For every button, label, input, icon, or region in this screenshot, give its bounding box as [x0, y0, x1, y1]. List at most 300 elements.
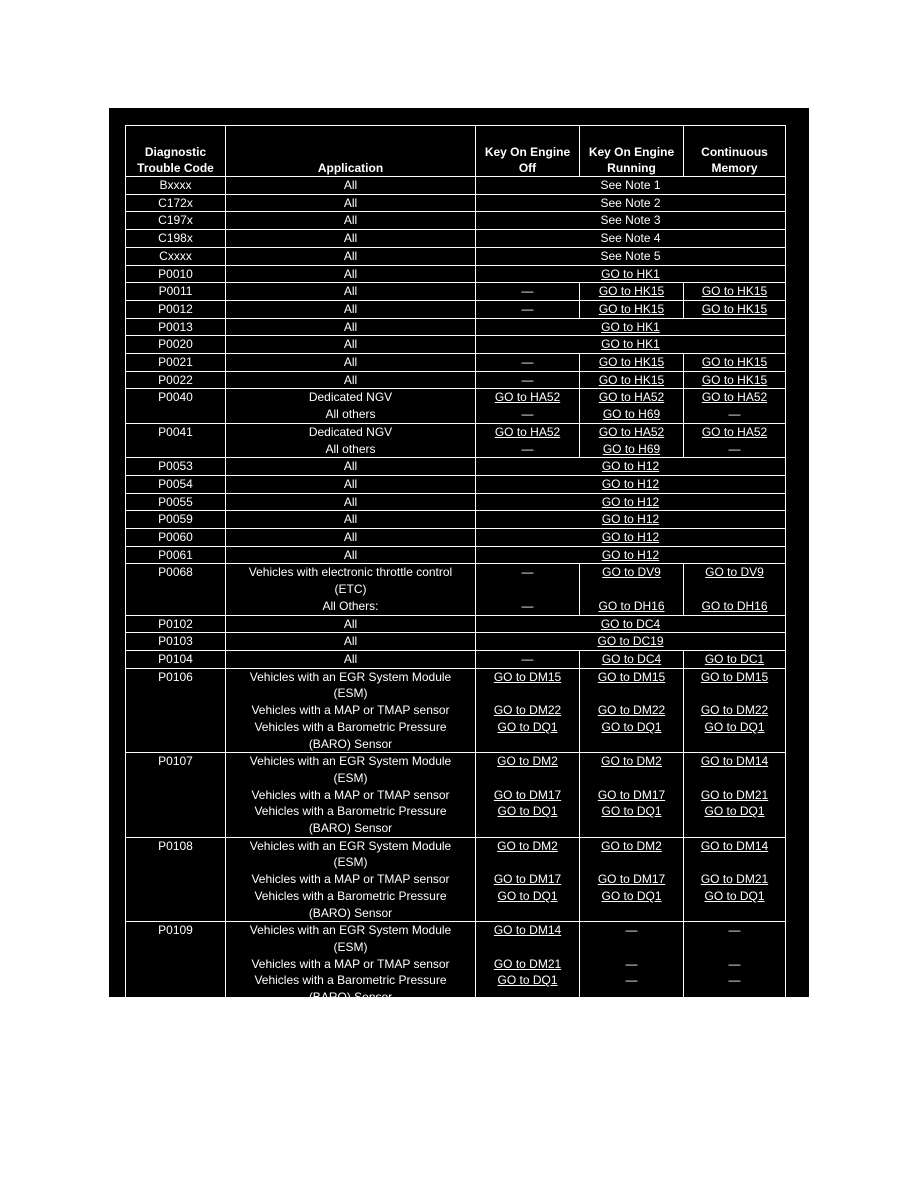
koeo-value [478, 736, 577, 753]
application-value: All [343, 284, 358, 299]
koeo-cell [476, 283, 580, 301]
koeo-link[interactable]: GO to DQ1 [497, 719, 558, 734]
cm-link[interactable]: GO to DQ1 [704, 719, 765, 734]
table-row [126, 318, 786, 336]
koer-cell [580, 650, 684, 668]
application-cell [226, 511, 476, 529]
cm-link[interactable]: GO to HA52 [701, 424, 768, 439]
koer-cell [580, 300, 684, 318]
dtc-code-cell: P0103 [126, 633, 226, 651]
dtc-code-cell: C197x [126, 212, 226, 230]
header-application: Application [226, 126, 476, 177]
merged-result-cell [476, 493, 786, 511]
koer-value [582, 685, 681, 702]
goto-link[interactable]: GO to H12 [601, 494, 660, 509]
merged-result-cell [476, 529, 786, 547]
application-cell [226, 371, 476, 389]
application-value: All [343, 231, 358, 246]
koer-value: — [625, 923, 638, 938]
application-value: Vehicles with a MAP or TMAP sensor [251, 956, 450, 971]
header-koeo: Key On Engine Off [476, 126, 580, 177]
dtc-code-cell: P0108 [126, 837, 226, 922]
dtc-code-cell: P0055 [126, 493, 226, 511]
dtc-code-cell: P0107 [126, 753, 226, 838]
dtc-code-cell: Bxxxx [126, 177, 226, 195]
application-cell [226, 389, 476, 423]
merged-result-cell [476, 194, 786, 212]
koeo-link[interactable]: GO to HA52 [494, 390, 561, 405]
table-row [126, 922, 786, 1007]
continuous-memory-cell [684, 423, 786, 457]
koer-link[interactable]: GO to HA52 [598, 390, 665, 405]
koer-cell [580, 371, 684, 389]
cm-value [686, 736, 783, 753]
merged-result-cell [476, 511, 786, 529]
cm-link[interactable]: GO to HA52 [701, 390, 768, 405]
koeo-value: — [521, 441, 534, 456]
koer-link[interactable]: GO to DM15 [597, 669, 666, 684]
dtc-code-cell: P0010 [126, 265, 226, 283]
koer-value [582, 770, 681, 787]
koeo-cell [476, 354, 580, 372]
application-value: Vehicles with an EGR System Module [249, 838, 452, 853]
table-row [126, 336, 786, 354]
merged-result-cell [476, 247, 786, 265]
table-row [126, 458, 786, 476]
cm-value [686, 820, 783, 837]
koer-cell [580, 283, 684, 301]
application-cell [226, 546, 476, 564]
dtc-code-cell: P0022 [126, 371, 226, 389]
application-value: All [343, 494, 358, 509]
table-row [126, 668, 786, 753]
note-reference: See Note 3 [600, 213, 661, 228]
koer-link[interactable]: GO to DM22 [597, 703, 666, 718]
application-value: All [343, 178, 358, 192]
continuous-memory-cell [684, 650, 786, 668]
application-cell [226, 336, 476, 354]
goto-link[interactable]: GO to H12 [601, 476, 660, 491]
dtc-code-cell: P0020 [126, 336, 226, 354]
application-value: All [343, 266, 358, 281]
application-cell [226, 529, 476, 547]
application-value: Dedicated NGV [308, 390, 393, 405]
dtc-code-cell: P0053 [126, 458, 226, 476]
koeo-value: — [521, 407, 534, 422]
note-reference: See Note 2 [600, 195, 661, 210]
koeo-value: — [521, 565, 534, 580]
merged-result-cell [476, 633, 786, 651]
application-cell [226, 475, 476, 493]
table-row [126, 837, 786, 922]
koer-link[interactable]: GO to DM2 [601, 838, 662, 853]
cm-link[interactable]: GO to DM21 [700, 787, 769, 802]
table-row [126, 265, 786, 283]
merged-result-cell [476, 230, 786, 248]
table-row [126, 230, 786, 248]
application-value: Vehicles with an EGR System Module [249, 923, 452, 938]
dtc-code-cell: P0068 [126, 564, 226, 615]
cm-link[interactable]: GO to DM22 [700, 703, 769, 718]
table-row [126, 371, 786, 389]
application-value: All Others: [322, 598, 379, 613]
application-cell [226, 230, 476, 248]
application-value: Vehicles with a MAP or TMAP sensor [251, 703, 450, 718]
continuous-memory-cell [684, 922, 786, 1007]
application-cell [226, 458, 476, 476]
koeo-value [478, 905, 577, 922]
table-row [126, 389, 786, 423]
table-row [126, 511, 786, 529]
koeo-value [478, 581, 577, 598]
header-dtc: Diagnostic Trouble Code [126, 126, 226, 177]
dtc-code-cell: P0061 [126, 546, 226, 564]
koer-link[interactable]: GO to HA52 [598, 424, 665, 439]
koer-link[interactable]: GO to H69 [602, 441, 661, 456]
koeo-link[interactable]: GO to DM17 [493, 872, 562, 887]
cm-value: — [728, 441, 741, 456]
cm-value [686, 905, 783, 922]
koer-value [582, 854, 681, 871]
koer-link[interactable]: GO to DM17 [597, 787, 666, 802]
koeo-link[interactable]: GO to DM2 [497, 754, 558, 769]
goto-link[interactable]: GO to H12 [601, 530, 660, 545]
koer-cell [580, 668, 684, 753]
merged-result-cell [476, 212, 786, 230]
koer-cell [580, 354, 684, 372]
dtc-code-cell: P0104 [126, 650, 226, 668]
application-value: All [343, 195, 358, 210]
koeo-link[interactable]: GO to DQ1 [497, 973, 558, 988]
application-cell [226, 247, 476, 265]
cm-link[interactable]: GO to HK15 [701, 301, 768, 316]
application-value: All [343, 355, 358, 370]
application-value: (BARO) Sensor [308, 736, 393, 751]
application-cell [226, 300, 476, 318]
merged-result-cell [476, 336, 786, 354]
cm-link[interactable]: GO to HK15 [701, 355, 768, 370]
table-row [126, 615, 786, 633]
cm-value [686, 581, 783, 598]
cm-link[interactable]: GO to DV9 [705, 565, 764, 580]
application-cell [226, 615, 476, 633]
cm-link[interactable]: GO to DM14 [700, 838, 769, 853]
koeo-value: — [521, 284, 534, 299]
merged-result-cell [476, 177, 786, 195]
application-value: Vehicles with an EGR System Module [249, 669, 452, 684]
application-cell [226, 194, 476, 212]
koer-cell [580, 753, 684, 838]
koer-cell [580, 922, 684, 1007]
application-cell [226, 493, 476, 511]
application-value: Vehicles with a MAP or TMAP sensor [251, 872, 450, 887]
application-value: (ETC) [334, 582, 367, 597]
merged-result-cell [476, 458, 786, 476]
koeo-link[interactable]: GO to DM21 [493, 956, 562, 971]
table-body [126, 177, 786, 1007]
dtc-code-cell: P0102 [126, 615, 226, 633]
application-cell [226, 177, 476, 195]
dtc-code-cell: P0012 [126, 300, 226, 318]
table-row [126, 300, 786, 318]
merged-result-cell [476, 615, 786, 633]
merged-result-cell [476, 318, 786, 336]
koer-link[interactable]: GO to DQ1 [601, 888, 662, 903]
koeo-cell [476, 389, 580, 423]
koeo-cell [476, 423, 580, 457]
application-value: (ESM) [333, 939, 368, 954]
koeo-cell [476, 650, 580, 668]
koeo-link[interactable]: GO to DM15 [493, 669, 562, 684]
cm-value: — [728, 973, 741, 988]
koer-link[interactable]: GO to DM17 [597, 872, 666, 887]
application-value: Vehicles with a Barometric Pressure [254, 804, 447, 819]
koer-value [582, 581, 681, 598]
application-cell [226, 212, 476, 230]
koer-cell [580, 564, 684, 615]
cm-value [686, 989, 783, 1006]
koeo-cell [476, 371, 580, 389]
dtc-code-cell: P0060 [126, 529, 226, 547]
table-row [126, 247, 786, 265]
header-continuous-memory: Continuous Memory [684, 126, 786, 177]
application-cell [226, 318, 476, 336]
koer-value: — [625, 973, 638, 988]
koer-link[interactable]: GO to HK15 [598, 372, 665, 387]
cm-link[interactable]: GO to DH16 [701, 598, 768, 613]
note-reference: See Note 1 [600, 178, 661, 192]
application-value: Vehicles with electronic throttle control [248, 565, 453, 580]
dtc-code-cell: P0106 [126, 668, 226, 753]
application-value: (BARO) Sensor [308, 905, 393, 920]
dtc-code-cell: P0011 [126, 283, 226, 301]
application-cell [226, 753, 476, 838]
application-value: (ESM) [333, 855, 368, 870]
cm-link[interactable]: GO to HK15 [701, 284, 768, 299]
note-reference: See Note 5 [600, 248, 661, 263]
table-row [126, 177, 786, 195]
application-cell [226, 265, 476, 283]
dtc-code-cell: P0059 [126, 511, 226, 529]
dtc-code-cell: P0040 [126, 389, 226, 423]
goto-link[interactable]: GO to H12 [601, 512, 660, 527]
application-value: (ESM) [333, 770, 368, 785]
dtc-code-cell: P0013 [126, 318, 226, 336]
table-row [126, 753, 786, 838]
application-cell [226, 564, 476, 615]
cm-value [686, 770, 783, 787]
dtc-code-cell: P0054 [126, 475, 226, 493]
koeo-cell [476, 837, 580, 922]
application-value: All [343, 547, 358, 562]
koer-link[interactable]: GO to HK15 [598, 301, 665, 316]
application-value: Dedicated NGV [308, 424, 393, 439]
application-value: Vehicles with a Barometric Pressure [254, 973, 447, 988]
cm-value: — [728, 407, 741, 422]
koer-link[interactable]: GO to DM2 [601, 754, 662, 769]
koeo-value: — [521, 651, 534, 666]
goto-link[interactable]: GO to DC19 [597, 634, 664, 649]
application-value: (ESM) [333, 686, 368, 701]
goto-link[interactable]: GO to HK1 [601, 337, 660, 352]
application-value: All [343, 634, 358, 649]
koer-value: — [625, 956, 638, 971]
koer-link[interactable]: GO to HK15 [598, 355, 665, 370]
koer-value [582, 905, 681, 922]
application-value: Vehicles with a Barometric Pressure [254, 719, 447, 734]
application-cell [226, 837, 476, 922]
cm-value: — [728, 923, 741, 938]
application-value: All [343, 337, 358, 352]
application-cell [226, 633, 476, 651]
table-row [126, 650, 786, 668]
koer-value [582, 736, 681, 753]
koeo-link[interactable]: GO to DM17 [493, 787, 562, 802]
table-header [126, 126, 786, 177]
dtc-code-cell: C198x [126, 230, 226, 248]
application-value: All [343, 213, 358, 228]
koer-value [582, 989, 681, 1006]
cm-link[interactable]: GO to DQ1 [704, 804, 765, 819]
continuous-memory-cell [684, 300, 786, 318]
application-value: All [343, 530, 358, 545]
koeo-cell [476, 753, 580, 838]
application-value: All [343, 616, 358, 631]
application-value: Vehicles with a MAP or TMAP sensor [251, 787, 450, 802]
koeo-value: — [521, 598, 534, 613]
application-cell [226, 423, 476, 457]
koeo-cell [476, 564, 580, 615]
koeo-value: — [521, 372, 534, 387]
goto-link[interactable]: GO to DC4 [600, 616, 661, 631]
application-value: All [343, 372, 358, 387]
table-row [126, 423, 786, 457]
continuous-memory-cell [684, 564, 786, 615]
koer-link[interactable]: GO to DQ1 [601, 804, 662, 819]
dtc-code-cell: P0021 [126, 354, 226, 372]
application-value: All [343, 476, 358, 491]
koer-value [582, 939, 681, 956]
application-cell [226, 922, 476, 1007]
table-row [126, 475, 786, 493]
koer-link[interactable]: GO to H69 [602, 407, 661, 422]
cm-link[interactable]: GO to DQ1 [704, 888, 765, 903]
dtc-table [125, 125, 786, 1007]
koeo-cell [476, 668, 580, 753]
continuous-memory-cell [684, 389, 786, 423]
koeo-value [478, 770, 577, 787]
koeo-link[interactable]: GO to DM14 [493, 923, 562, 938]
koeo-value: — [521, 355, 534, 370]
table-row [126, 283, 786, 301]
note-reference: See Note 4 [600, 231, 661, 246]
table-row [126, 564, 786, 615]
goto-link[interactable]: GO to H12 [601, 547, 660, 562]
cm-link[interactable]: GO to DM15 [700, 669, 769, 684]
koeo-value [478, 820, 577, 837]
table-row [126, 633, 786, 651]
koeo-link[interactable]: GO to DQ1 [497, 888, 558, 903]
dtc-code-cell: C172x [126, 194, 226, 212]
cm-value [686, 939, 783, 956]
application-value: All [343, 512, 358, 527]
application-value: All others [325, 441, 376, 456]
cm-link[interactable]: GO to DM21 [700, 872, 769, 887]
koer-link[interactable]: GO to DH16 [598, 598, 665, 613]
koeo-cell [476, 922, 580, 1007]
koer-link[interactable]: GO to DC4 [601, 651, 662, 666]
header-koer: Key On Engine Running [580, 126, 684, 177]
table-row [126, 212, 786, 230]
goto-link[interactable]: GO to HK1 [601, 319, 660, 334]
application-value: (BARO) Sensor [308, 990, 393, 1005]
koer-link[interactable]: GO to HK15 [598, 284, 665, 299]
cm-value [686, 854, 783, 871]
application-value: Vehicles with an EGR System Module [249, 754, 452, 769]
table-row [126, 546, 786, 564]
application-value: (BARO) Sensor [308, 821, 393, 836]
application-value: All [343, 319, 358, 334]
application-cell [226, 668, 476, 753]
goto-link[interactable]: GO to H12 [601, 459, 660, 474]
koer-link[interactable]: GO to DQ1 [601, 719, 662, 734]
application-value: Vehicles with a Barometric Pressure [254, 888, 447, 903]
dtc-code-cell: Cxxxx [126, 247, 226, 265]
koeo-cell [476, 300, 580, 318]
continuous-memory-cell [684, 354, 786, 372]
application-cell [226, 354, 476, 372]
merged-result-cell [476, 546, 786, 564]
koer-cell [580, 423, 684, 457]
koeo-value [478, 685, 577, 702]
koer-link[interactable]: GO to DV9 [602, 565, 661, 580]
cm-value: — [728, 956, 741, 971]
koeo-value [478, 939, 577, 956]
application-value: All others [325, 407, 376, 422]
application-value: All [343, 248, 358, 263]
continuous-memory-cell [684, 668, 786, 753]
merged-result-cell [476, 475, 786, 493]
cm-link[interactable]: GO to DC1 [704, 651, 765, 666]
table-row [126, 493, 786, 511]
continuous-memory-cell [684, 837, 786, 922]
application-value: All [343, 651, 358, 666]
koeo-link[interactable]: GO to HA52 [494, 424, 561, 439]
cm-link[interactable]: GO to HK15 [701, 372, 768, 387]
dtc-code-cell: P0109 [126, 922, 226, 1007]
application-value: All [343, 301, 358, 316]
table-row [126, 354, 786, 372]
cm-link[interactable]: GO to DM14 [700, 754, 769, 769]
koeo-link[interactable]: GO to DM2 [497, 838, 558, 853]
koeo-value [478, 989, 577, 1006]
merged-result-cell [476, 265, 786, 283]
document-panel [109, 108, 809, 1005]
koeo-value [478, 854, 577, 871]
koeo-value: — [521, 301, 534, 316]
goto-link[interactable]: GO to HK1 [601, 266, 660, 281]
koeo-link[interactable]: GO to DQ1 [497, 804, 558, 819]
koer-cell [580, 389, 684, 423]
table-row [126, 529, 786, 547]
table-row [126, 194, 786, 212]
koer-cell [580, 837, 684, 922]
application-cell [226, 650, 476, 668]
koeo-link[interactable]: GO to DM22 [493, 703, 562, 718]
koer-value [582, 820, 681, 837]
continuous-memory-cell [684, 283, 786, 301]
application-value: All [343, 459, 358, 474]
